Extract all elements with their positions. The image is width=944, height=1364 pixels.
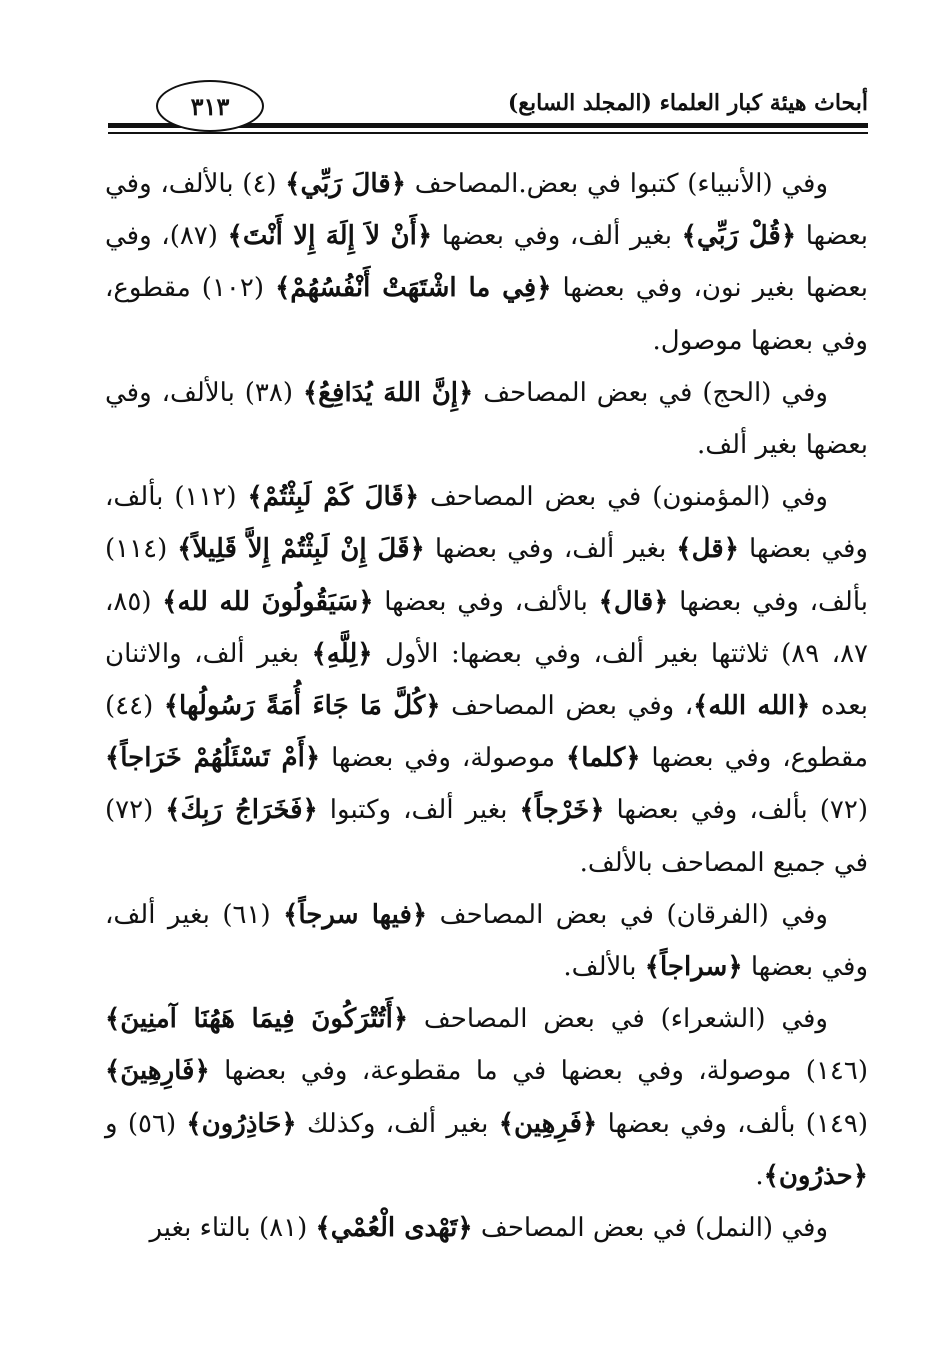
paragraph-naml: وفي (النمل) في بعض المصاحف ﴿تَهْدى الْعُمْي﴾ (٨١) بالتاء بغير <box>149 1213 828 1244</box>
quran-quote: ﴿لِلَّهِ﴾ <box>311 638 373 669</box>
quran-quote: ﴿قالَ رَبِّي﴾ <box>285 169 406 199</box>
quran-quote: ﴿أَمْ تَسْئَلُهُمْ خَرَاجاً﴾ <box>105 743 321 774</box>
quran-quote: ﴿سَيَقُولُونَ لله لله﴾ <box>162 586 374 617</box>
paragraph-anbiya: وفي (الأنبياء) كتبوا في بعض.المصاحف ﴿قالَ رَبِّي﴾ (٤) بالألف، وفي بعضها ﴿قُلْ رَبِّي﴾ بغير ألف، وفي بعضها ﴿أَنْ لاَ إِلَهَ إِلا أَنْتَ﴾ (٨٧)، وفي بعضها بغير نون، وفي بعضها ﴿فِي ما اشْتَهَتْ أَنْفُسُهُمْ﴾ (١٠٢) مقطوع، وفي بعضها موصول. <box>105 169 868 356</box>
paragraph-shuara: وفي (الشعراء) في بعض المصاحف ﴿أَتُتْرَكُونَ فِيمَا هَهُنَا آمنِينَ﴾ (١٤٦) موصولة، وفي بعضها في ما مقطوعة، وفي بعضها ﴿فَارِهِينَ﴾ (١٤٩) بألف، وفي بعضها ﴿فَرِهِين﴾ بغير ألف، وكذلك ﴿حَاذِرُون﴾ (٥٦) و ﴿حذرُون﴾. <box>105 1004 868 1191</box>
quran-quote: ﴿قُلْ رَبِّي﴾ <box>681 221 797 252</box>
quran-quote: ﴿أَنْ لاَ إِلَهَ إِلا أَنْتَ﴾ <box>227 221 433 252</box>
quran-quote: ﴿إِنَّ اللهَ يُدَافِعُ﴾ <box>302 377 474 408</box>
header-rule-thin <box>108 132 868 134</box>
paragraph-furqan: وفي (الفرقان) في بعض المصاحف ﴿فيها سرجاً﴾ (٦١) بغير ألف، وفي بعضها ﴿سراجاً﴾ بالألف. <box>105 899 868 983</box>
body-text <box>105 158 868 1254</box>
quran-quote: ﴿فيها سرجاً﴾ <box>283 899 428 930</box>
quran-quote: ﴿فَارِهِينَ﴾ <box>105 1056 210 1087</box>
quran-quote: ﴿قل﴾ <box>676 534 739 565</box>
quran-quote: ﴿خَرْجاً﴾ <box>519 795 605 826</box>
quran-quote: ﴿أَتُتْرَكُونَ فِيمَا هَهُنَا آمنِينَ﴾ <box>105 1004 409 1035</box>
quran-quote: ﴿حذرُون﴾ <box>763 1160 868 1191</box>
quran-quote: ﴿حَاذِرُون﴾ <box>186 1108 297 1139</box>
quran-quote: ﴿تَهْدى الْعُمْي﴾ <box>315 1213 473 1244</box>
quran-quote: ﴿فِي ما اشْتَهَتْ أَنْفُسُهُمْ﴾ <box>275 273 552 304</box>
quran-quote: ﴿كلما﴾ <box>566 743 641 774</box>
quran-quote: ﴿كُلَّ مَا جَاءَ أُمَةً رَسُولُها﴾ <box>163 691 441 722</box>
quran-quote: ﴿فَرِهِين﴾ <box>498 1108 598 1139</box>
quran-quote: ﴿فَخَرَاجُ رَبِكَ﴾ <box>165 795 318 826</box>
quran-quote: ﴿الله الله﴾ <box>693 691 811 722</box>
quran-quote: ﴿قال﴾ <box>598 586 669 617</box>
running-title: أبحاث هيئة كبار العلماء (المجلد السابع) <box>507 90 868 116</box>
page-header <box>108 70 868 142</box>
quran-quote: ﴿سراجاً﴾ <box>644 952 743 983</box>
quran-quote: ﴿قَالَ كَمْ لَبِثْتُمْ﴾ <box>247 482 420 513</box>
page-number: ٣١٣ <box>156 80 264 132</box>
quran-quote: ﴿قَلَ إِنْ لَبِثْتُمْ إِلاَّ قَلِيلاً﴾ <box>177 534 425 565</box>
paragraph-muminun: وفي (المؤمنون) في بعض المصاحف ﴿قَالَ كَمْ لَبِثْتُمْ﴾ (١١٢) بألف، وفي بعضها ﴿قل﴾ بغير ألف، وفي بعضها ﴿قَلَ إِنْ لَبِثْتُمْ إِلاَّ قَلِيلاً﴾ (١١٤) بألف، وفي بعضها ﴿قال﴾ بالألف، وفي بعضها ﴿سَيَقُولُونَ لله لله﴾ (٨٥، ٨٧، ٨٩) ثلاثتها بغير ألف، وفي بعضها: الأول ﴿لِلَّهِ﴾ بغير ألف، والاثنان بعده ﴿الله الله﴾، وفي بعض المصاحف ﴿كُلَّ مَا جَاءَ أُمَةً رَسُولُها﴾ (٤٤) مقطوع، وفي بعضها ﴿كلما﴾ موصولة، وفي بعضها ﴿أَمْ تَسْئَلُهُمْ خَرَاجاً﴾ (٧٢) بألف، وفي بعضها ﴿خَرْجاً﴾ بغير ألف، وكتبوا ﴿فَخَرَاجُ رَبِكَ﴾ (٧٢) في جميع المصاحف بالألف. <box>105 482 869 878</box>
paragraph-hajj: وفي (الحج) في بعض المصاحف ﴿إِنَّ اللهَ يُدَافِعُ﴾ (٣٨) بالألف، وفي بعضها بغير ألف. <box>105 377 868 461</box>
